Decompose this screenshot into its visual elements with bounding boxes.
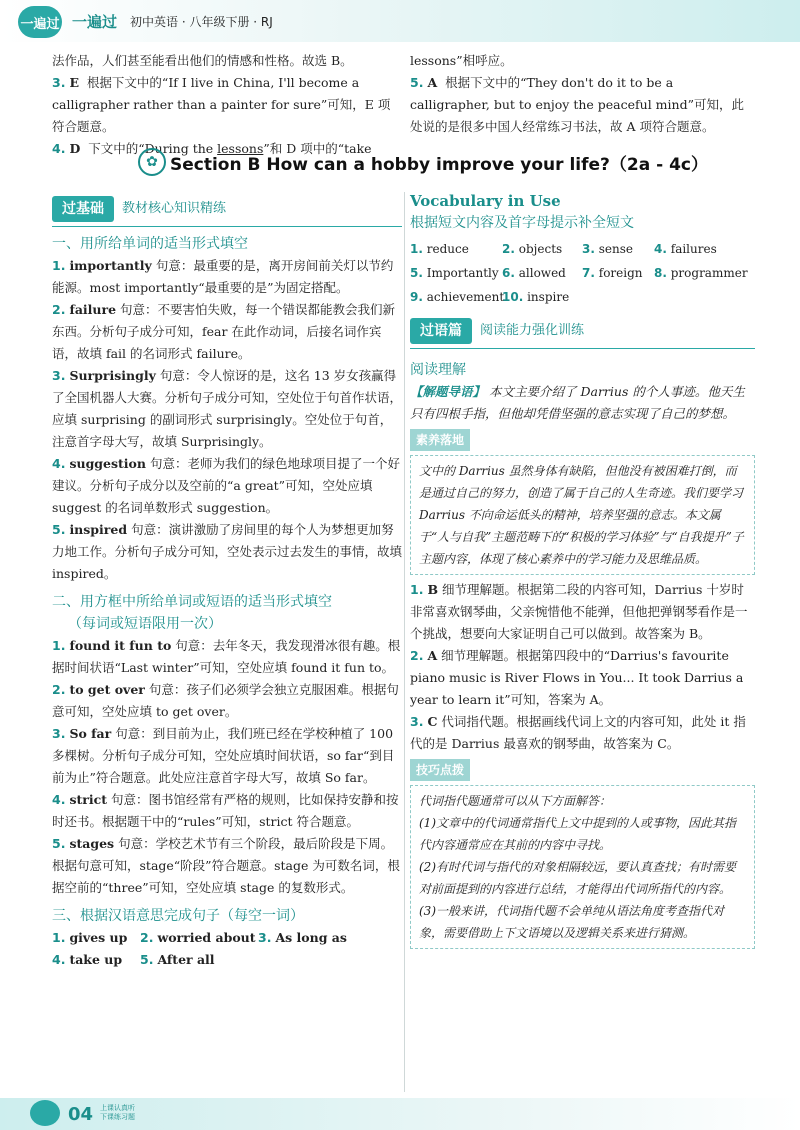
answer-item (140, 927, 258, 949)
answer-item (52, 679, 402, 723)
item-number: 1. (52, 258, 66, 273)
part1-list (52, 255, 402, 585)
item-answer: D (69, 141, 81, 156)
item-explanation: ”和 D 项中的“take (263, 141, 372, 156)
item-answer: suggestion (69, 456, 146, 471)
item-number: 5. (52, 836, 66, 851)
banner-basics (52, 196, 402, 227)
item-number: 2. (52, 302, 66, 317)
item-answer: achievement (426, 290, 505, 304)
header-band (0, 0, 800, 42)
tip-line: 代词指代题通常可以从下方面解答： (419, 794, 612, 808)
item-answer: importantly (69, 258, 152, 273)
item-answer: foreign (598, 266, 643, 280)
part2-title: 二、用方框中所给单词或短语的适当形式填空 (52, 594, 332, 610)
left-top-block (52, 50, 402, 160)
item-explanation: 根据下文中的“If I live in China, I'll become a calligrapher rather than a painter for sure”可知，E 项符合题意。 (52, 75, 391, 134)
continuation-line: lessons”相呼应。 (410, 53, 513, 68)
tip-line: (1)文章中的代词通常指代上文中提到的人或事物，因此其指代内容通常应在其前的内容中寻找。 (419, 816, 737, 852)
answer-item (410, 645, 755, 711)
right-column (410, 190, 755, 949)
item-explanation: 句意：演讲激励了房间里的每个人为梦想更加努力地工作。分析句子成分可知，空处表示过去发生的事情，故填 inspired。 (52, 522, 403, 581)
item-answer: C (427, 714, 438, 729)
item-number: 4. (52, 952, 66, 967)
item-number: 4. (654, 242, 667, 256)
banner-desc: 阅读能力强化训练 (480, 323, 585, 338)
item-explanation: 句意：最重要的是，离开房间前关灯以节约能源。most importantly“最重要的是”为固定搭配。 (52, 258, 394, 295)
item-explanation: 句意：孩子们必须学会独立克服困难。根据句意可知，空处应填 to get over。 (52, 682, 399, 719)
page-number: 04 (68, 1104, 94, 1125)
item-number: 5. (410, 75, 424, 90)
guide-tag: 【解题导语】 (410, 384, 486, 399)
item-number: 5. (410, 266, 423, 280)
item-answer: programmer (670, 266, 748, 280)
item-answer: B (427, 582, 439, 597)
book-series: 初中英语 · 八年级下册 · RJ (130, 15, 273, 29)
item-answer: strict (69, 792, 107, 807)
tip-line: (2)有时代词与指代的对象相隔较远，要认真查找；有时需要对前面提到的内容进行总结，才能得出代词所指代的内容。 (419, 860, 737, 896)
item-answer: found it fun to (69, 638, 172, 653)
item-explanation: 代词指代题。根据画线代词上文的内容可知，此处 it 指代的是 Darrius 最喜欢的钢琴曲，故答案为 C。 (410, 714, 746, 751)
item-answer: Importantly (426, 266, 499, 280)
item-number: 3. (410, 714, 424, 729)
item-number: 7. (582, 266, 595, 280)
right-top-block (410, 50, 755, 138)
guide-text: 本文主要介绍了 Darrius 的个人事迹。他天生只有四根手指，但他却凭借坚强的意志实现了自己的梦想。 (410, 384, 745, 421)
vocab-grid (410, 238, 755, 308)
item-explanation: 细节理解题。根据第四段中的“Darrius's favourite piano music is River Flows in You... It took Darrius a year to learn it”可知，答案为 A。 (410, 648, 744, 707)
vocab-item (502, 238, 582, 260)
reading-title: 阅读理解 (410, 362, 466, 378)
part1-title: 一、用所给单词的适当形式填空 (52, 236, 248, 252)
item-number: 8. (654, 266, 667, 280)
answer-item (52, 927, 140, 949)
vocab-item (410, 262, 502, 284)
vocab-subtitle: 根据短文内容及首字母提示补全短文 (410, 215, 634, 231)
item-number: 5. (140, 952, 154, 967)
part2-list (52, 635, 402, 899)
answer-item (52, 635, 402, 679)
item-explanation: 下文中的“During the (88, 141, 218, 156)
item-number: 10. (502, 290, 524, 304)
mascot-icon (30, 1100, 60, 1126)
brand-name: 一遍过 (72, 13, 118, 31)
item-answer: take up (69, 952, 123, 967)
vocab-item (654, 262, 746, 284)
literacy-box: 文中的 Darrius 虽然身体有缺陷，但他没有被困难打倒，而是通过自己的努力，创造了属于自己的人生奇迹。我们要学习 Darrius 不向命运低头的精神，培养坚强的意志。本文属于“人与自我”主题范畴下的“积极的学习体验”与“自我提升”子主题内容，体现了核心素养中的学习能力及思维品质。 (410, 455, 755, 575)
underlined-word: lessons (217, 141, 264, 156)
vocab-item (410, 238, 502, 260)
item-number: 1. (410, 242, 423, 256)
item-answer: failures (670, 242, 717, 256)
answer-item (52, 365, 402, 453)
answer-item (140, 949, 258, 971)
part3-list (52, 927, 402, 971)
answer-item (410, 72, 755, 138)
item-answer: inspired (69, 522, 128, 537)
item-number: 2. (410, 648, 424, 663)
vocab-item (582, 238, 654, 260)
item-number: 3. (258, 930, 272, 945)
item-answer: inspire (527, 290, 570, 304)
item-number: 4. (52, 792, 66, 807)
item-explanation: 句意：老师为我们的绿色地球项目提了一个好建议。分析句子成分以及空前的“a great”可知，空处应填 suggest 的名词单数形式 suggestion。 (52, 456, 400, 515)
answer-item (410, 711, 755, 755)
banner-desc: 教材核心知识精练 (122, 201, 227, 216)
item-number: 3. (52, 726, 66, 741)
guide-paragraph (410, 381, 755, 425)
answer-item (52, 72, 402, 138)
item-number: 3. (582, 242, 595, 256)
item-number: 1. (52, 930, 66, 945)
item-number: 2. (52, 682, 66, 697)
answer-item (52, 453, 402, 519)
item-explanation: 句意：图书馆经常有严格的规则，比如保持安静和按时还书。根据题干中的“rules”可知，strict 符合题意。 (52, 792, 399, 829)
item-answer: E (69, 75, 79, 90)
answer-item (52, 789, 402, 833)
item-explanation: 句意：到目前为止，我们班已经在学校种植了 100 多棵树。分析句子成分可知，空处应填时间状语，so far“到目前为止”符合题意。此处应注意首字母大写，故填 So far。 (52, 726, 395, 785)
item-number: 2. (502, 242, 515, 256)
item-number: 4. (52, 456, 66, 471)
item-answer: failure (69, 302, 117, 317)
item-number: 1. (52, 638, 66, 653)
answer-item (410, 579, 755, 645)
literacy-tag: 素养落地 (410, 429, 470, 451)
item-answer: to get over (69, 682, 145, 697)
item-number: 6. (502, 266, 515, 280)
item-answer: objects (518, 242, 563, 256)
item-answer: worried about (157, 930, 256, 945)
item-answer: Surprisingly (69, 368, 156, 383)
item-number: 4. (52, 141, 66, 156)
item-explanation: 根据下文中的“They don't do it to be a calligrapher, but to enjoy the peaceful mind”可知，此处说的是很多中国人经常练习书法，故 A 项符合题意。 (410, 75, 744, 134)
item-number: 3. (52, 75, 66, 90)
item-answer: sense (598, 242, 633, 256)
answer-item (52, 255, 402, 299)
item-number: 1. (410, 582, 424, 597)
item-answer: After all (157, 952, 215, 967)
item-answer: A (427, 75, 438, 90)
vocab-item (582, 262, 654, 284)
item-answer: allowed (518, 266, 566, 280)
item-answer: stages (69, 836, 115, 851)
vocab-item (502, 286, 582, 308)
vocab-item (654, 238, 746, 260)
item-answer: So far (69, 726, 112, 741)
vocab-item (410, 286, 505, 308)
footer-slogan: 上课认真听 下课练习题 (100, 1104, 135, 1121)
item-explanation: 细节理解题。根据第二段的内容可知，Darrius 十岁时非常喜欢钢琴曲，父亲惋惜他不能弹，但他把弹钢琴看作是一个挑战，想要向大家证明自己可以做到。故答案为 B。 (410, 582, 748, 641)
answer-item (52, 723, 402, 789)
column-divider (404, 192, 405, 1092)
item-explanation: 句意：学校艺术节有三个阶段，最后阶段是下周。根据句意可知，stage“阶段”符合题意。stage 为可数名词，根据空前的“three”可知，空处应填 stage 的复数形式。 (52, 836, 400, 895)
continuation-line: 法作品，人们甚至能看出他们的情感和性格。故选 B。 (52, 53, 353, 68)
item-number: 9. (410, 290, 423, 304)
item-number: 2. (140, 930, 154, 945)
answer-item (52, 299, 402, 365)
item-answer: As long as (275, 930, 347, 945)
tip-line: (3)一般来讲，代词指代题不会单纯从语法角度考查指代对象，需要借助上下文语境以及逻辑关系来进行猜测。 (419, 904, 725, 940)
part2-subtitle: （每词或短语限用一次） (68, 616, 222, 632)
item-explanation: 句意：令人惊讶的是，这名 13 岁女孩赢得了全国机器人大赛。分析句子成分可知，空处位于句首作状语，应填 surprising 的副词形式 surprisingly。空处位于句首，注意首字母大写，故填 Surprisingly。 (52, 368, 403, 449)
brand-logo-text: 一遍过 (20, 16, 60, 32)
answer-item (258, 927, 378, 949)
answer-item (52, 949, 140, 971)
item-number: 3. (52, 368, 66, 383)
section-title: Section B How can a hobby improve your life?（2a - 4c） (170, 155, 708, 175)
tip-box (410, 785, 755, 949)
item-answer: reduce (426, 242, 469, 256)
vocab-item (502, 262, 582, 284)
brand-logo (18, 6, 62, 38)
vocab-title: Vocabulary in Use (410, 192, 561, 210)
banner-tag: 过基础 (52, 196, 114, 222)
item-answer: A (427, 648, 438, 663)
item-answer: gives up (69, 930, 128, 945)
reading-answers (410, 579, 755, 755)
section-flower-icon: ✿ (138, 148, 166, 176)
answer-item (52, 519, 402, 585)
answer-item (52, 833, 402, 899)
item-explanation: 句意：不要害怕失败，每一个错误都能教会我们新东西。分析句子成分可知，fear 在此作动词，后接名词作宾语，故填 fail 的名词形式 failure。 (52, 302, 396, 361)
item-number: 5. (52, 522, 66, 537)
banner-tag: 过语篇 (410, 318, 472, 344)
left-column (52, 190, 402, 971)
banner-reading (410, 318, 755, 349)
item-explanation: 句意：去年冬天，我发现滑冰很有趣。根据时间状语“Last winter”可知，空处应填 found it fun to。 (52, 638, 401, 675)
part3-title: 三、根据汉语意思完成句子（每空一词） (52, 908, 304, 924)
tip-tag: 技巧点拨 (410, 759, 470, 781)
